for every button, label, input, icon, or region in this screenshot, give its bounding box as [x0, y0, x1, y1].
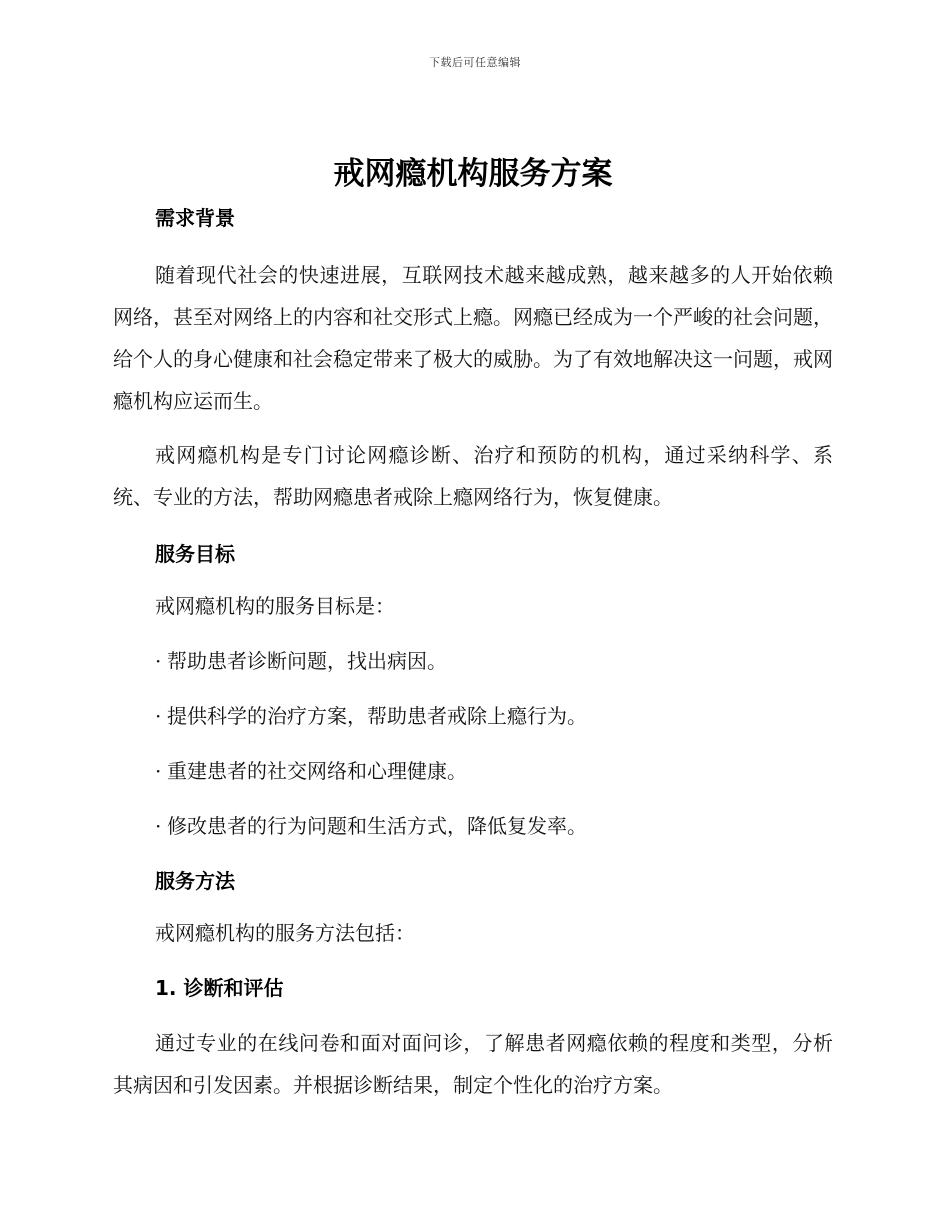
subsection-heading-diagnosis: 1. 诊断和评估	[155, 976, 284, 1000]
section-heading-background: 需求背景	[155, 206, 235, 230]
diagnosis-paragraph: 通过专业的在线问卷和面对面问诊，了解患者网瘾依赖的程度和类型，分析其病因和引发因素。并根据诊断结果，制定个性化的治疗方案。	[113, 1031, 833, 1097]
header-note: 下载后可任意编辑	[429, 56, 521, 69]
goal-list-item	[113, 755, 833, 787]
section-heading-goals: 服务目标	[155, 542, 235, 566]
goals-intro: 戒网瘾机构的服务目标是：	[155, 594, 395, 618]
goal-item-text: 帮助患者诊断问题，找出病因。	[167, 649, 447, 673]
goal-item-text: 提供科学的治疗方案，帮助患者戒除上瘾行为。	[167, 704, 587, 728]
methods-intro: 戒网瘾机构的服务方法包括：	[155, 921, 415, 945]
document-title: 戒网瘾机构服务方案	[333, 156, 613, 192]
goal-item-text: 重建患者的社交网络和心理健康。	[167, 759, 467, 783]
background-paragraph-1: 随着现代社会的快速进展，互联网技术越来越成熟，越来越多的人开始依赖网络，甚至对网络上的内容和社交形式上瘾。网瘾已经成为一个严峻的社会问题，给个人的身心健康和社会稳定带来了极大的威胁。为了有效地解决这一问题，戒网瘾机构应运而生。	[113, 263, 833, 413]
bullet-icon: ·	[155, 814, 162, 838]
document-body	[113, 148, 833, 1118]
goal-list-item	[113, 700, 833, 732]
goal-list-item	[113, 645, 833, 677]
section-heading-methods: 服务方法	[155, 869, 235, 893]
background-paragraph-2: 戒网瘾机构是专门讨论网瘾诊断、治疗和预防的机构，通过采纳科学、系统、专业的方法，帮助网瘾患者戒除上瘾网络行为，恢复健康。	[113, 443, 833, 509]
bullet-icon: ·	[155, 704, 162, 728]
goal-list-item	[113, 810, 833, 842]
bullet-icon: ·	[155, 649, 162, 673]
bullet-icon: ·	[155, 759, 162, 783]
goal-item-text: 修改患者的行为问题和生活方式，降低复发率。	[167, 814, 587, 838]
